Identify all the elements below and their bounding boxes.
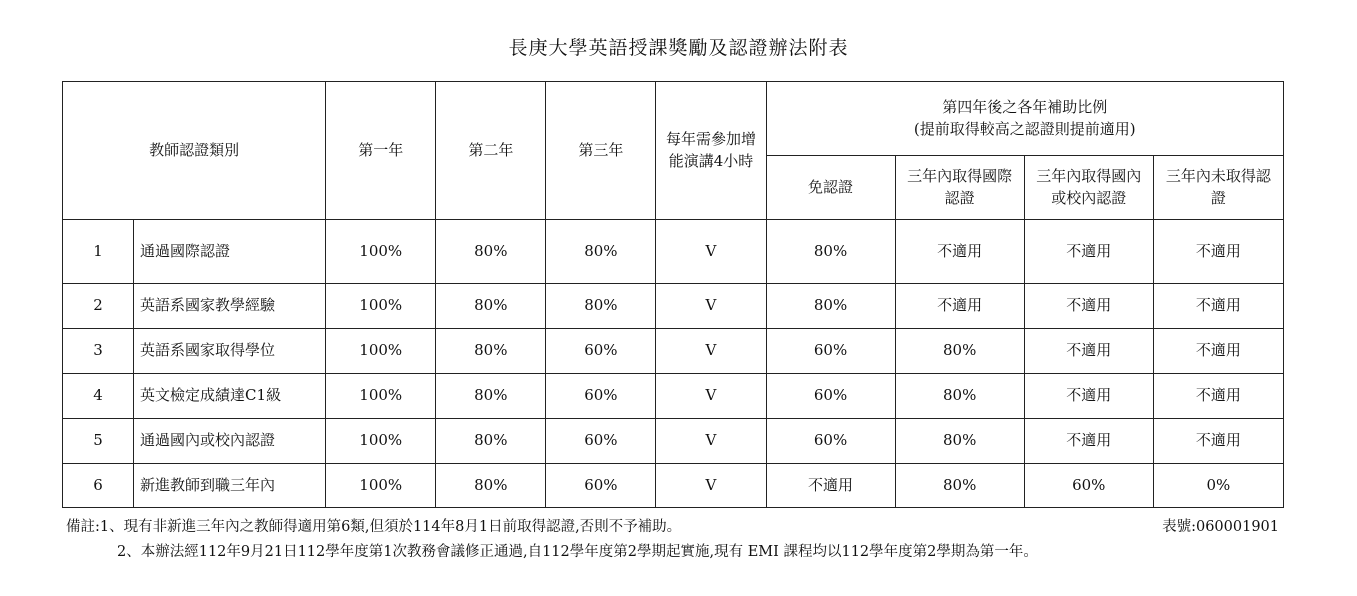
- header-domestic-cert-line1: 三年內取得國內: [1036, 166, 1142, 185]
- cell-year3: 60%: [546, 374, 656, 419]
- cell-workshop: V: [656, 374, 766, 419]
- cell-year3: 60%: [546, 329, 656, 374]
- row-category: 通過國際認證: [134, 220, 326, 284]
- cell-year1: 100%: [326, 419, 436, 464]
- cell-year3: 80%: [546, 220, 656, 284]
- header-domestic-cert-line2: 或校內認證: [1051, 188, 1127, 207]
- header-no-cert-obtained: [1153, 156, 1283, 220]
- row-number: 1: [63, 220, 134, 284]
- cell-intl-cert: 不適用: [895, 284, 1024, 329]
- cell-year2: 80%: [436, 464, 546, 508]
- cell-intl-cert: 80%: [895, 329, 1024, 374]
- cell-no-cert-obtained: 0%: [1153, 464, 1283, 508]
- cell-no-cert: 80%: [766, 220, 895, 284]
- header-no-cert-obtained-line2: 證: [1210, 188, 1226, 207]
- row-category: 英文檢定成績達C1級: [134, 374, 326, 419]
- cell-year2: 80%: [436, 284, 546, 329]
- cell-year3: 80%: [546, 284, 656, 329]
- cell-year1: 100%: [326, 284, 436, 329]
- note-1: 備註:1、現有非新進三年內之教師得適用第6類,但須於114年8月1日前取得認證,否則不予補助。: [66, 519, 682, 535]
- cell-domestic-cert: 不適用: [1024, 374, 1153, 419]
- table-row: [63, 284, 1284, 329]
- cell-no-cert: 60%: [766, 374, 895, 419]
- row-number: 5: [63, 419, 134, 464]
- cell-no-cert-obtained: 不適用: [1153, 284, 1283, 329]
- row-number: 6: [63, 464, 134, 508]
- header-category: 教師認證類別: [63, 82, 326, 220]
- table-row: [63, 329, 1284, 374]
- page-title: 長庚大學英語授課獎勵及認證辦法附表: [508, 37, 849, 59]
- cell-workshop: V: [656, 464, 766, 508]
- cell-year1: 100%: [326, 220, 436, 284]
- cell-no-cert: 80%: [766, 284, 895, 329]
- header-workshop: [656, 82, 766, 220]
- cell-workshop: V: [656, 220, 766, 284]
- cell-intl-cert: 80%: [895, 374, 1024, 419]
- cell-no-cert: 60%: [766, 419, 895, 464]
- cell-intl-cert: 80%: [895, 419, 1024, 464]
- row-category: 英語系國家教學經驗: [134, 284, 326, 329]
- cell-year2: 80%: [436, 220, 546, 284]
- header-after-line2: (提前取得較高之認證則提前適用): [913, 119, 1136, 138]
- header-intl-cert: [895, 156, 1024, 220]
- header-intl-cert-line1: 三年內取得國際: [907, 166, 1013, 185]
- cell-no-cert-obtained: 不適用: [1153, 374, 1283, 419]
- row-number: 2: [63, 284, 134, 329]
- cell-year3: 60%: [546, 419, 656, 464]
- cell-workshop: V: [656, 284, 766, 329]
- cell-domestic-cert: 不適用: [1024, 284, 1153, 329]
- header-workshop-line2: 能演講4小時: [668, 151, 754, 170]
- header-year3: 第三年: [546, 82, 656, 220]
- cell-year3: 60%: [546, 464, 656, 508]
- header-year2: 第二年: [436, 82, 546, 220]
- cell-no-cert: 60%: [766, 329, 895, 374]
- note-2: 2、本辦法經112年9月21日112學年度第1次教務會議修正通過,自112學年度第2學期起實施,現有 EMI 課程均以112學年度第2學期為第一年。: [117, 544, 1038, 560]
- header-no-cert-obtained-line1: 三年內未取得認: [1165, 166, 1271, 185]
- cell-year1: 100%: [326, 464, 436, 508]
- table-row: [63, 374, 1284, 419]
- form-number: 表號:060001901: [1162, 519, 1279, 535]
- cell-domestic-cert: 不適用: [1024, 419, 1153, 464]
- cell-year2: 80%: [436, 374, 546, 419]
- cell-no-cert-obtained: 不適用: [1153, 329, 1283, 374]
- cell-workshop: V: [656, 329, 766, 374]
- cell-intl-cert: 不適用: [895, 220, 1024, 284]
- cell-year2: 80%: [436, 419, 546, 464]
- cell-no-cert-obtained: 不適用: [1153, 220, 1283, 284]
- header-after-line1: 第四年後之各年補助比例: [942, 97, 1108, 116]
- table-row: [63, 220, 1284, 284]
- header-after-year4: [766, 82, 1283, 156]
- cell-domestic-cert: 60%: [1024, 464, 1153, 508]
- cell-intl-cert: 80%: [895, 464, 1024, 508]
- cell-domestic-cert: 不適用: [1024, 220, 1153, 284]
- row-category: 新進教師到職三年內: [134, 464, 326, 508]
- row-number: 4: [63, 374, 134, 419]
- subsidy-table: [62, 81, 1284, 508]
- header-workshop-line1: 每年需參加增: [665, 129, 756, 148]
- header-domestic-cert: [1024, 156, 1153, 220]
- row-number: 3: [63, 329, 134, 374]
- cell-workshop: V: [656, 419, 766, 464]
- cell-domestic-cert: 不適用: [1024, 329, 1153, 374]
- row-category: 通過國內或校內認證: [134, 419, 326, 464]
- table-row: [63, 464, 1284, 508]
- cell-year1: 100%: [326, 329, 436, 374]
- row-category: 英語系國家取得學位: [134, 329, 326, 374]
- header-no-cert: 免認證: [766, 156, 895, 220]
- cell-year2: 80%: [436, 329, 546, 374]
- cell-no-cert-obtained: 不適用: [1153, 419, 1283, 464]
- header-year1: 第一年: [326, 82, 436, 220]
- header-intl-cert-line2: 認證: [944, 188, 975, 207]
- cell-year1: 100%: [326, 374, 436, 419]
- table-row: [63, 419, 1284, 464]
- cell-no-cert: 不適用: [766, 464, 895, 508]
